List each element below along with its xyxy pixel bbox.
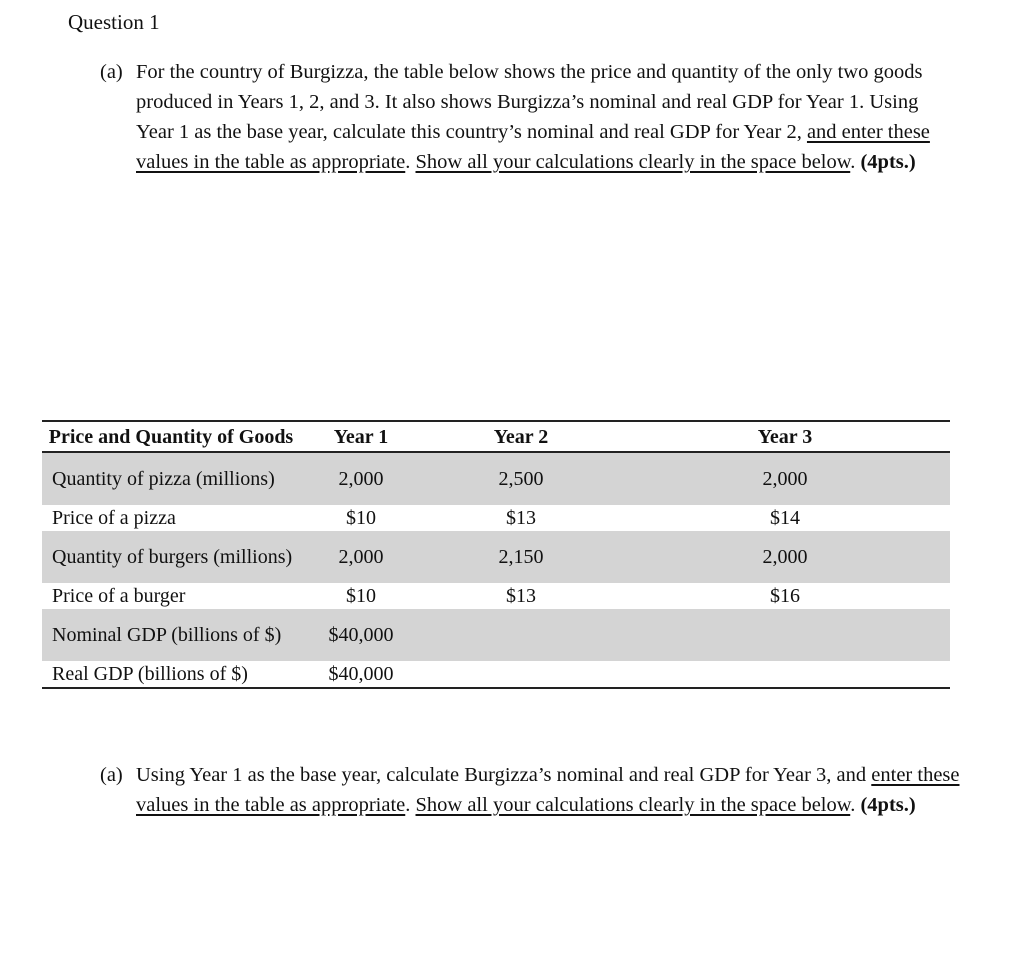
part-a-text	[136, 57, 950, 177]
cell-year-3: $16	[770, 584, 800, 607]
cell-year-3: 2,000	[620, 531, 950, 583]
cell-year-3: 2,000	[620, 452, 950, 505]
cell-year-1: $10	[346, 506, 376, 529]
cell-year-1: $40,000	[328, 662, 394, 685]
cell-year-3: $14	[770, 506, 800, 529]
table-row-quantity-pizza	[42, 452, 950, 505]
header-year-3: Year 3	[757, 426, 813, 448]
part-a-label: (a)	[100, 61, 123, 83]
part-b-paragraph	[100, 760, 960, 820]
part-b-label: (a)	[100, 764, 123, 786]
row-label: Price of a burger	[52, 584, 186, 607]
row-label: Quantity of burgers (millions)	[42, 531, 300, 583]
header-year-1: Year 1	[333, 426, 389, 448]
cell-year-2-blank	[422, 609, 620, 661]
row-label: Real GDP (billions of $)	[52, 662, 248, 685]
gdp-table	[42, 420, 950, 689]
cell-year-2-blank	[422, 661, 620, 688]
part-a-points: (4pts.)	[860, 151, 916, 173]
row-label: Nominal GDP (billions of $)	[42, 609, 300, 661]
table-row-nominal-gdp	[42, 609, 950, 661]
cell-year-1: 2,000	[300, 531, 422, 583]
cell-year-1: $10	[346, 584, 376, 607]
part-b-text	[136, 760, 960, 820]
cell-year-3-blank	[620, 609, 950, 661]
part-b-separator-2: .	[850, 794, 856, 816]
part-b-points: (4pts.)	[860, 794, 916, 816]
question-title: Question 1	[68, 10, 160, 34]
cell-year-3-blank	[620, 661, 950, 688]
table-header-row	[42, 421, 950, 452]
header-price-quantity: Price and Quantity of Goods	[48, 426, 294, 448]
part-a-separator: .	[405, 151, 411, 173]
part-a-separator-2: .	[850, 151, 856, 173]
part-b-underlined-instruction-1: enter these values in the table as appropriate	[136, 764, 960, 816]
part-b-separator: .	[405, 794, 411, 816]
row-label: Quantity of pizza (millions)	[42, 452, 300, 505]
part-a-paragraph	[100, 57, 950, 177]
part-a-plain-text: For the country of Burgizza, the table below shows the price and quantity of the only two goods produced in Years 1, 2, and 3. It also shows Burgizza’s nominal and real GDP for Year 1. Using Year 1 as the base year, calculate this country’s nominal and real GDP for Year 2,	[136, 61, 923, 143]
part-b-plain-text: Using Year 1 as the base year, calculate Burgizza’s nominal and real GDP for Year 3, and	[136, 764, 867, 786]
cell-year-2: 2,150	[422, 531, 620, 583]
cell-year-1: 2,000	[300, 452, 422, 505]
cell-year-2: $13	[506, 506, 536, 529]
cell-year-1: $40,000	[300, 609, 422, 661]
table-row-quantity-burgers	[42, 531, 950, 583]
part-a-underlined-instruction-1: and enter these values in the table as appropriate	[136, 121, 930, 173]
cell-year-2: 2,500	[422, 452, 620, 505]
cell-year-2: $13	[506, 584, 536, 607]
part-a-underlined-instruction-2: Show all your calculations clearly in the space below	[415, 151, 851, 173]
part-b-underlined-instruction-2: Show all your calculations clearly in the space below	[415, 794, 851, 816]
header-year-2: Year 2	[493, 426, 549, 448]
table-row-price-burger	[42, 583, 950, 609]
row-label: Price of a pizza	[52, 506, 176, 529]
table-row-price-pizza	[42, 505, 950, 531]
table-row-real-gdp	[42, 661, 950, 688]
